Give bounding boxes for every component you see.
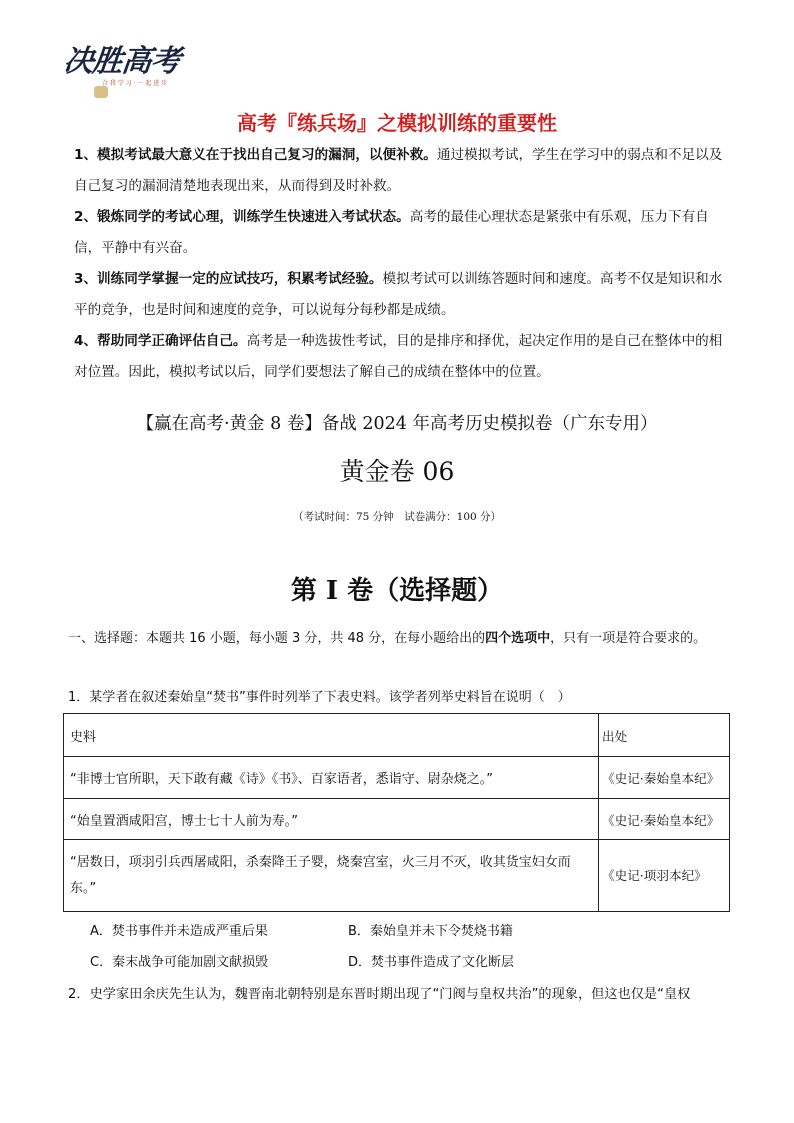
instruction-bold: 四个选项中 xyxy=(485,631,551,646)
source-table xyxy=(63,713,730,912)
promo-item-text: 通过模拟考试，学生在学习中的弱点和不足以及自己复习的漏洞清楚地表现出来，从而得到及时补救。 xyxy=(74,147,723,194)
logo-text: 决胜高考 xyxy=(61,44,182,79)
instruction xyxy=(68,625,730,652)
promo-item-bold: 2、锻炼同学的考试心理，训练学生快速进入考试状态。 xyxy=(74,209,410,225)
logo xyxy=(61,36,184,106)
instruction-tail: ，只有一项是符合要求的。 xyxy=(550,631,707,646)
table-row xyxy=(64,757,730,799)
table-row xyxy=(64,840,730,912)
promo-item-4 xyxy=(74,326,728,388)
option-d[interactable]: D．焚书事件造成了文化断层 xyxy=(348,955,515,970)
promo-item-bold: 4、帮助同学正确评估自己。 xyxy=(74,333,247,349)
promo-title: 高考『练兵场』之模拟训练的重要性 xyxy=(237,111,557,135)
option-b[interactable]: B．秦始皇并未下令焚烧书籍 xyxy=(348,924,513,939)
logo-subtext: 合 我 学 习 · 一 起 进 步 xyxy=(102,80,168,87)
promo-item-2 xyxy=(74,202,728,264)
question-1-stem: 1．某学者在叙述秦始皇“焚书”事件时列举了下表史料。该学者列举史料旨在说明（ ） xyxy=(68,690,571,705)
table-cell-origin: 《史记·项羽本纪》 xyxy=(599,840,730,912)
promo-item-1 xyxy=(74,140,728,202)
option-a[interactable]: A．焚书事件并未造成严重后果 xyxy=(90,924,268,939)
question-2-stem: 2．史学家田余庆先生认为，魏晋南北朝特别是东晋时期出现了“门阀与皇权共治”的现象，但这也仅是“皇权 xyxy=(68,987,691,1002)
table-cell-source: “非博士官所职，天下敢有藏《诗》《书》、百家语者，悉诣守、尉杂烧之。” xyxy=(64,757,599,799)
exam-info: （考试时间：75 分钟 试卷满分：100 分） xyxy=(292,511,502,523)
promo-item-bold: 3、训练同学掌握一定的应试技巧，积累考试经验。 xyxy=(74,271,383,287)
logo-figure-icon xyxy=(94,86,108,98)
promo-item-text: 模拟考试可以训练答题时间和速度。高考不仅是知识和水平的竞争，也是时间和速度的竞争，可以说每分每秒都是成绩。 xyxy=(74,271,723,318)
instruction-lead: 一、选择题：本题共 16 小题，每小题 3 分，共 48 分，在每小题给出的 xyxy=(68,631,486,646)
table-cell-origin: 《史记·秦始皇本纪》 xyxy=(599,757,730,799)
exam-title: 【赢在高考·黄金 8 卷】备战 2024 年高考历史模拟卷（广东专用） xyxy=(136,414,658,434)
promo-item-text: 高考是一种选拔性考试，目的是排序和择优，起决定作用的是自己在整体中的相对位置。因此，模拟考试以后，同学们要想法了解自己的成绩在整体中的位置。 xyxy=(74,333,723,380)
table-header-source: 史料 xyxy=(64,714,599,757)
promo-item-bold: 1、模拟考试最大意义在于找出自己复习的漏洞，以便补救。 xyxy=(74,147,437,163)
table-header-origin: 出处 xyxy=(599,714,730,757)
volume-title: 黄金卷 06 xyxy=(339,457,455,486)
table-cell-source: “始皇置酒咸阳宫，博士七十人前为寿。” xyxy=(64,799,599,840)
table-cell-origin: 《史记·秦始皇本纪》 xyxy=(599,799,730,840)
table-header-row xyxy=(64,714,730,757)
table-row xyxy=(64,799,730,840)
promo-item-3 xyxy=(74,264,728,326)
section-title: 第 I 卷（选择题） xyxy=(290,576,504,606)
option-c[interactable]: C．秦末战争可能加剧文献损毁 xyxy=(90,955,269,970)
table-cell-source: “居数日，项羽引兵西屠咸阳，杀秦降王子婴，烧秦宫室，火三月不灭，收其货宝妇女而东。” xyxy=(64,840,599,912)
promo-item-text: 高考的最佳心理状态是紧张中有乐观，压力下有自信，平静中有兴奋。 xyxy=(74,209,709,256)
